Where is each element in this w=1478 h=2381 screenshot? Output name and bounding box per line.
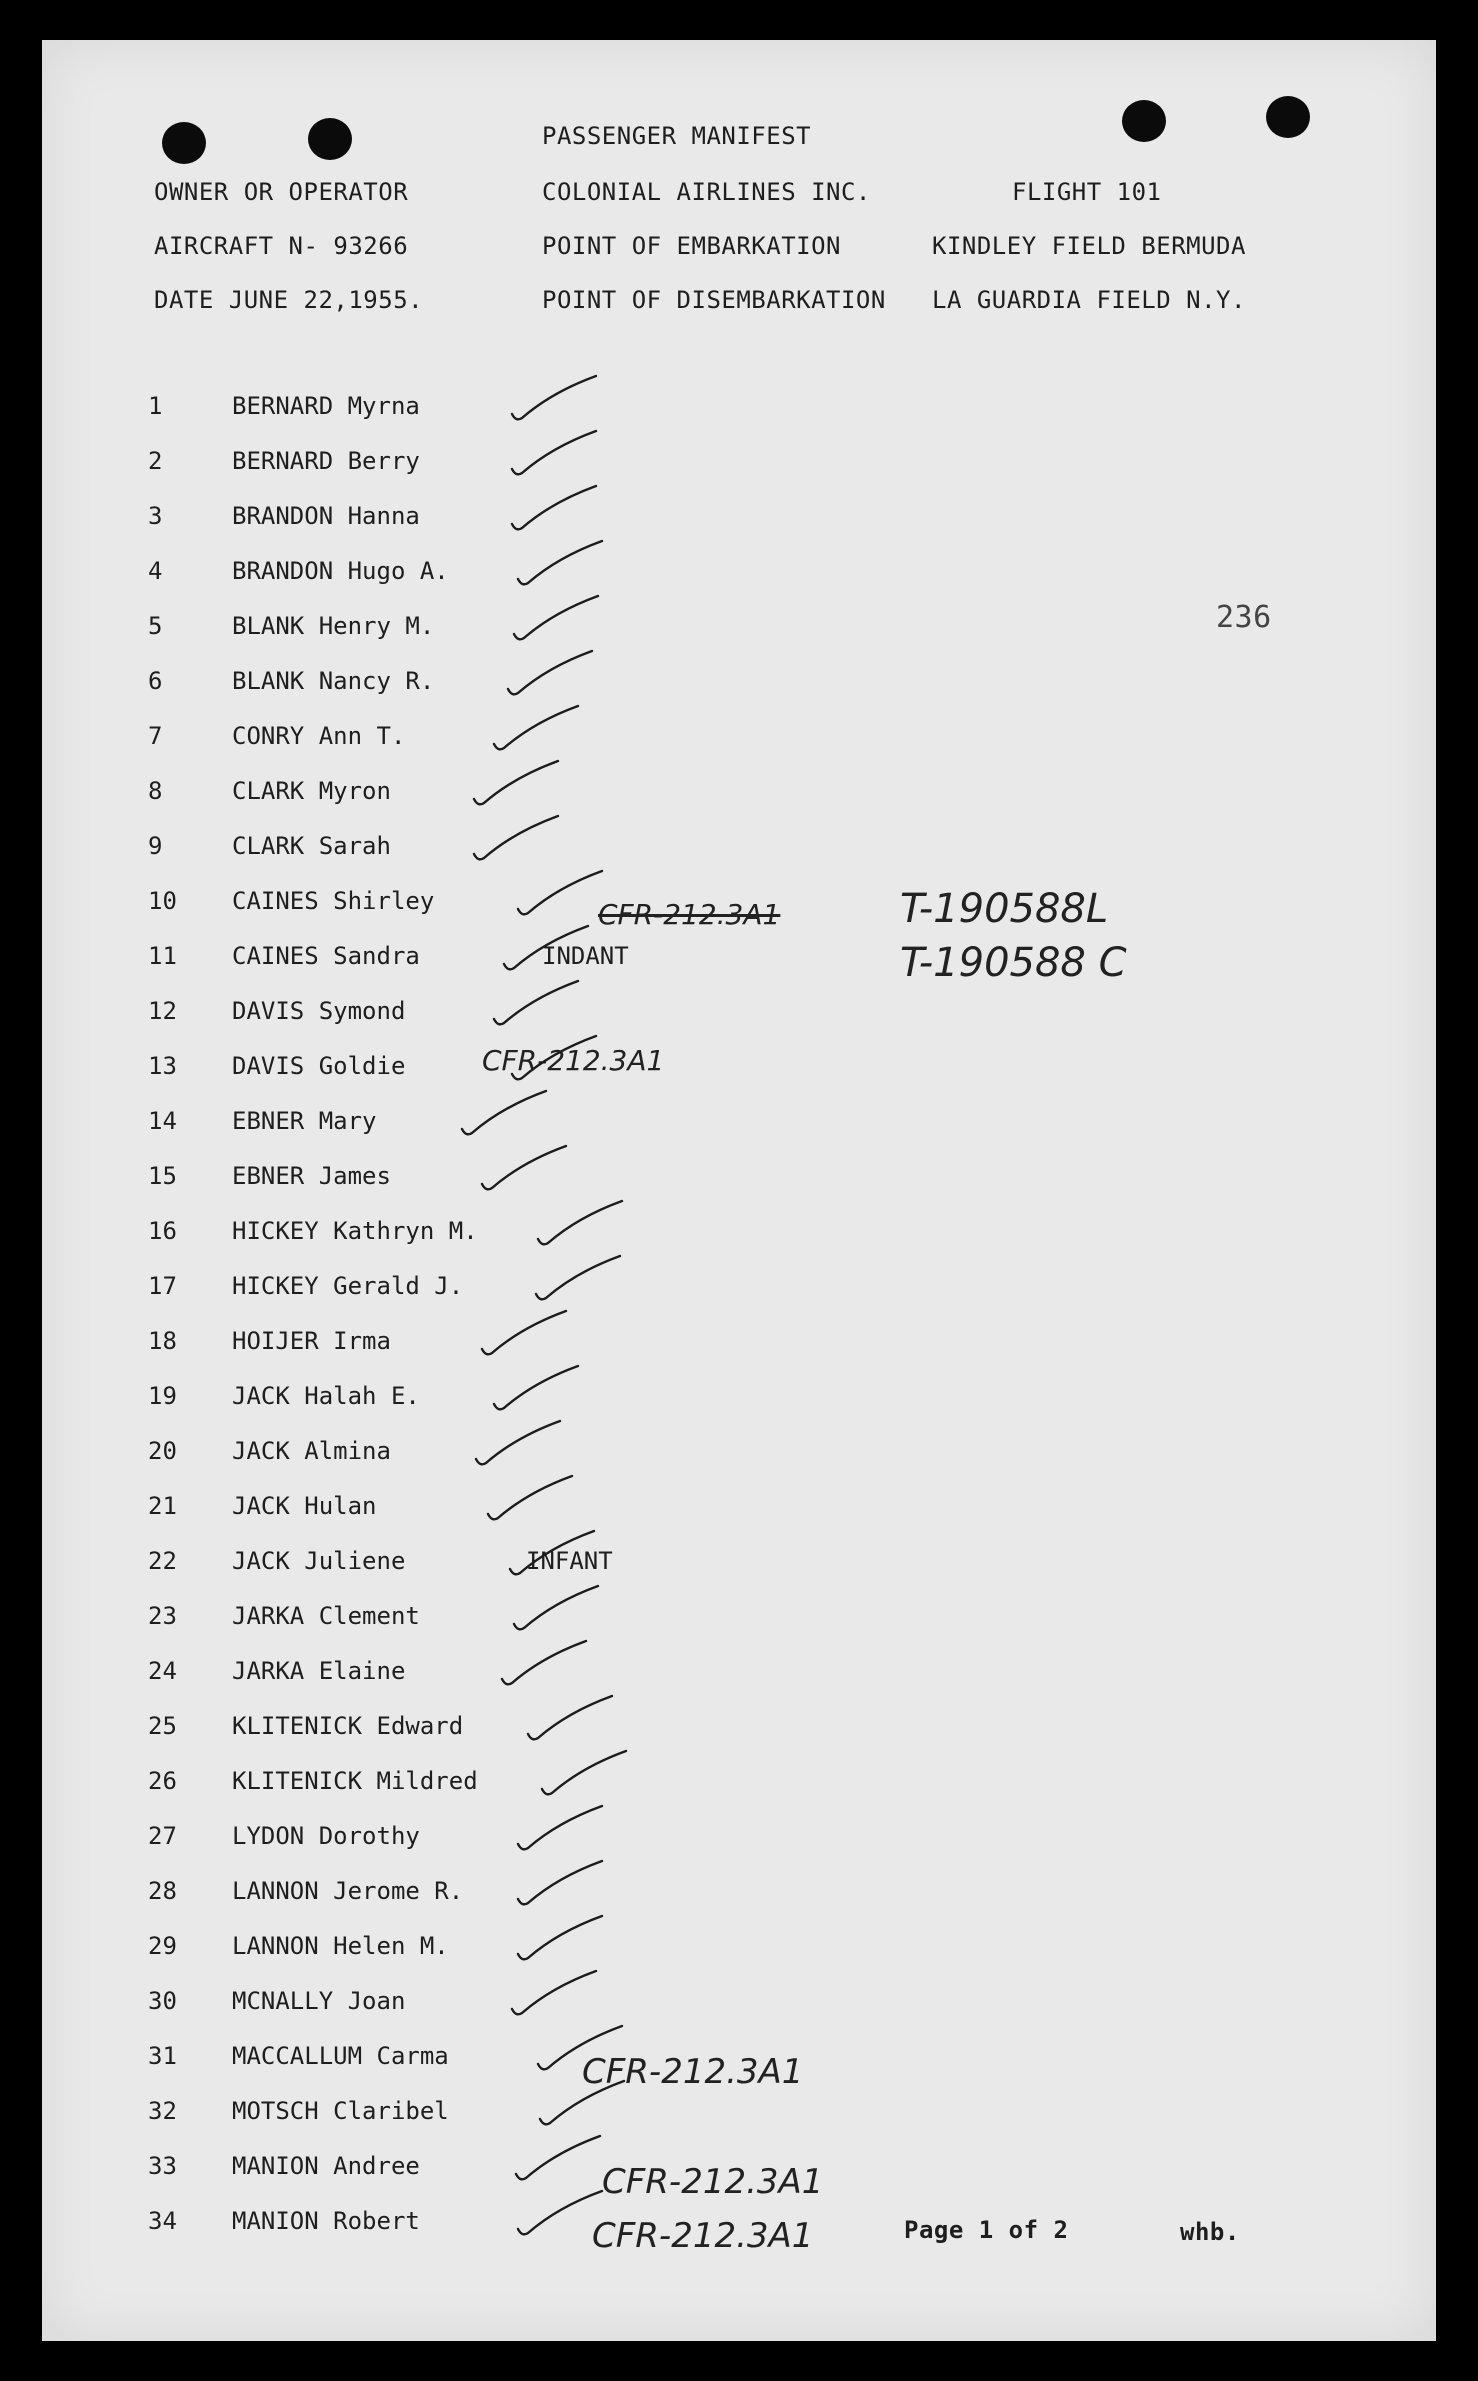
manifest-page	[42, 40, 1436, 2341]
passenger-number: 20	[148, 1437, 177, 1465]
manifest-title: PASSENGER MANIFEST	[542, 122, 812, 150]
passenger-number: 9	[148, 832, 163, 860]
check-mark	[514, 596, 598, 639]
check-mark	[512, 376, 596, 419]
passenger-number: 15	[148, 1162, 177, 1190]
passenger-name: DAVIS Symond	[232, 997, 406, 1025]
ticket-number-11: T-190588 C	[900, 940, 1127, 986]
passenger-number: 26	[148, 1767, 177, 1795]
passenger-number: 11	[148, 942, 177, 970]
passenger-name: JACK Hulan	[232, 1492, 377, 1520]
passenger-number: 29	[148, 1932, 177, 1960]
check-mark	[518, 541, 602, 584]
embarkation-label: POINT OF EMBARKATION	[542, 232, 841, 260]
page-stamp: 236	[1216, 600, 1272, 635]
cfr-note-34: CFR-212.3A1	[592, 2216, 814, 2256]
passenger-number: 16	[148, 1217, 177, 1245]
passenger-name: JACK Almina	[232, 1437, 391, 1465]
passenger-number: 25	[148, 1712, 177, 1740]
passenger-number: 22	[148, 1547, 177, 1575]
check-marks	[42, 40, 1436, 2341]
manifest-date: DATE JUNE 22,1955.	[154, 286, 424, 314]
check-mark	[518, 1916, 602, 1959]
check-mark	[542, 1751, 626, 1794]
passenger-name: EBNER James	[232, 1162, 391, 1190]
check-mark	[488, 1476, 572, 1519]
embarkation-value: KINDLEY FIELD BERMUDA	[932, 232, 1246, 260]
check-mark	[516, 2136, 600, 2179]
disembarkation-value: LA GUARDIA FIELD N.Y.	[932, 286, 1246, 314]
passenger-name: MCNALLY Joan	[232, 1987, 406, 2015]
check-mark	[476, 1421, 560, 1464]
passenger-name: CAINES Shirley	[232, 887, 435, 915]
check-mark	[528, 1696, 612, 1739]
passenger-name: MACCALLUM Carma	[232, 2042, 449, 2070]
check-mark	[512, 1971, 596, 2014]
check-mark	[538, 2026, 622, 2069]
passenger-name: CLARK Sarah	[232, 832, 391, 860]
passenger-number: 31	[148, 2042, 177, 2070]
passenger-name: LYDON Dorothy	[232, 1822, 420, 1850]
disembarkation-label: POINT OF DISEMBARKATION	[542, 286, 886, 314]
passenger-number: 24	[148, 1657, 177, 1685]
passenger-name: LANNON Jerome R.	[232, 1877, 464, 1905]
cfr-note-13: CFR-212.3A1	[482, 1044, 665, 1077]
struck-cfr-note: CFR-212.3A1	[598, 898, 781, 931]
passenger-number: 10	[148, 887, 177, 915]
passenger-name: MANION Robert	[232, 2207, 420, 2235]
passenger-name: JARKA Clement	[232, 1602, 420, 1630]
check-mark	[518, 871, 602, 914]
passenger-number: 7	[148, 722, 163, 750]
passenger-number: 12	[148, 997, 177, 1025]
check-mark	[514, 1586, 598, 1629]
check-mark	[512, 431, 596, 474]
passenger-name: BERNARD Myrna	[232, 392, 420, 420]
check-mark	[482, 1146, 566, 1189]
passenger-name: CAINES Sandra	[232, 942, 420, 970]
check-mark	[474, 761, 558, 804]
passenger-name: MANION Andree	[232, 2152, 420, 2180]
passenger-name: CONRY Ann T.	[232, 722, 406, 750]
cfr-note-31: CFR-212.3A1	[582, 2052, 804, 2092]
check-mark	[536, 1256, 620, 1299]
passenger-name: HICKEY Kathryn M.	[232, 1217, 478, 1245]
passenger-number: 23	[148, 1602, 177, 1630]
passenger-number: 17	[148, 1272, 177, 1300]
passenger-name: BRANDON Hanna	[232, 502, 420, 530]
passenger-number: 18	[148, 1327, 177, 1355]
operator-name: COLONIAL AIRLINES INC.	[542, 178, 871, 206]
passenger-name: LANNON Helen M.	[232, 1932, 449, 1960]
check-mark	[510, 1531, 594, 1574]
passenger-number: 28	[148, 1877, 177, 1905]
check-mark	[518, 2191, 602, 2234]
check-mark	[494, 1366, 578, 1409]
check-mark	[494, 981, 578, 1024]
page-count: Page 1 of 2	[904, 2216, 1069, 2244]
passenger-number: 32	[148, 2097, 177, 2125]
check-mark	[538, 1201, 622, 1244]
check-mark	[518, 1806, 602, 1849]
passenger-name: KLITENICK Mildred	[232, 1767, 478, 1795]
aircraft-number: AIRCRAFT N- 93266	[154, 232, 409, 260]
check-mark	[540, 2081, 624, 2124]
passenger-number: 1	[148, 392, 163, 420]
check-mark	[512, 1036, 596, 1079]
owner-label: OWNER OR OPERATOR	[154, 178, 409, 206]
check-mark	[518, 1861, 602, 1904]
passenger-number: 27	[148, 1822, 177, 1850]
passenger-name: JACK Halah E.	[232, 1382, 420, 1410]
passenger-name: BERNARD Berry	[232, 447, 420, 475]
check-mark	[508, 651, 592, 694]
cfr-note-33: CFR-212.3A1	[602, 2162, 824, 2202]
passenger-number: 14	[148, 1107, 177, 1135]
passenger-number: 13	[148, 1052, 177, 1080]
passenger-number: 8	[148, 777, 163, 805]
check-mark	[502, 1641, 586, 1684]
passenger-name: BRANDON Hugo A.	[232, 557, 449, 585]
passenger-number: 33	[148, 2152, 177, 2180]
flight-number: FLIGHT 101	[1012, 178, 1162, 206]
passenger-number: 2	[148, 447, 163, 475]
check-mark	[504, 926, 588, 969]
passenger-name: BLANK Nancy R.	[232, 667, 435, 695]
passenger-number: 4	[148, 557, 163, 585]
check-mark	[462, 1091, 546, 1134]
check-mark	[482, 1311, 566, 1354]
check-mark	[494, 706, 578, 749]
passenger-name: CLARK Myron	[232, 777, 391, 805]
passenger-name: KLITENICK Edward	[232, 1712, 464, 1740]
check-mark	[512, 486, 596, 529]
passenger-name: JACK Juliene	[232, 1547, 406, 1575]
passenger-note: INFANT	[526, 1547, 613, 1575]
clerk-initials: whb.	[1180, 2218, 1240, 2246]
passenger-number: 21	[148, 1492, 177, 1520]
check-mark	[474, 816, 558, 859]
passenger-number: 19	[148, 1382, 177, 1410]
passenger-name: JARKA Elaine	[232, 1657, 406, 1685]
passenger-name: EBNER Mary	[232, 1107, 377, 1135]
passenger-number: 3	[148, 502, 163, 530]
passenger-number: 5	[148, 612, 163, 640]
ticket-number-10: T-190588L	[900, 886, 1109, 932]
passenger-name: HICKEY Gerald J.	[232, 1272, 464, 1300]
passenger-name: BLANK Henry M.	[232, 612, 435, 640]
passenger-number: 30	[148, 1987, 177, 2015]
passenger-note: INDANT	[542, 942, 629, 970]
passenger-name: DAVIS Goldie	[232, 1052, 406, 1080]
passenger-number: 34	[148, 2207, 177, 2235]
passenger-name: MOTSCH Claribel	[232, 2097, 449, 2125]
passenger-name: HOIJER Irma	[232, 1327, 391, 1355]
passenger-number: 6	[148, 667, 163, 695]
